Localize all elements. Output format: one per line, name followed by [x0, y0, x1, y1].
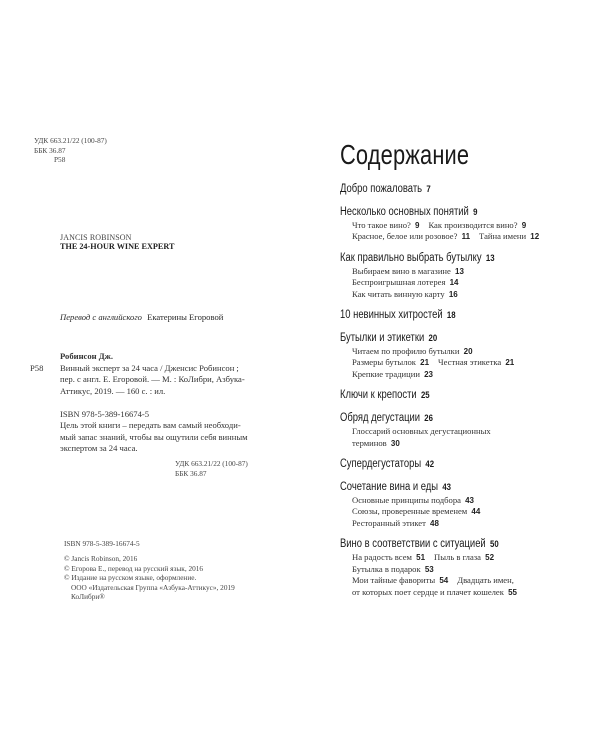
toc-page-number: 55 — [508, 587, 517, 597]
toc-page-number: 42 — [425, 459, 435, 471]
bbk-code: ББК 36.87 — [175, 468, 207, 478]
toc-page-number: 14 — [449, 278, 459, 288]
toc-line — [352, 426, 590, 437]
toc-subsection-title: Глоссарий основных дегустационных — [352, 426, 491, 437]
isbn-secondary: ISBN 978-5-389-16674-5 — [64, 539, 140, 548]
toc-section — [340, 308, 590, 323]
toc-chapter[interactable] — [340, 480, 545, 495]
copyright-line: ООО «Издательская Группа «Азбука-Аттикус», 2019 — [71, 582, 235, 592]
toc-chapter-title: Обряд дегустации — [340, 412, 421, 425]
toc-page-number: 30 — [390, 438, 400, 448]
toc-chapter-title: Ключи к крепости — [340, 389, 417, 402]
toc-section — [340, 480, 590, 529]
toc-subsection[interactable] — [352, 369, 433, 379]
toc-page-number: 50 — [489, 539, 499, 551]
toc-section — [340, 411, 590, 449]
toc-line — [352, 575, 590, 586]
toc-line — [352, 564, 590, 575]
original-edition — [60, 233, 174, 251]
toc-chapter[interactable] — [340, 308, 545, 323]
toc-line — [352, 346, 590, 357]
toc-line — [352, 552, 590, 563]
toc-page-number: 25 — [420, 390, 430, 402]
toc-chapter[interactable] — [340, 251, 545, 266]
toc-subsection[interactable] — [352, 495, 474, 505]
toc-line — [352, 220, 590, 231]
udk-block-bottom — [175, 459, 248, 478]
table-of-contents — [340, 182, 590, 606]
aim-line: экспертом за 24 часа. — [60, 443, 138, 453]
toc-line — [352, 266, 590, 277]
toc-page-number: 48 — [430, 518, 439, 528]
toc-subsection[interactable] — [352, 357, 429, 367]
catalog-line: пер. с англ. Е. Егоровой. — М. : КоЛибри, Азбука- — [60, 374, 245, 384]
toc-subsections — [340, 220, 590, 243]
toc-page-number: 9 — [473, 207, 478, 218]
toc-page-number: 26 — [424, 413, 433, 425]
toc-subsection-title: Честная этикетка — [438, 357, 502, 368]
toc-page-number: 53 — [424, 564, 434, 574]
toc-page-number: 23 — [424, 369, 433, 379]
toc-section — [340, 331, 590, 380]
toc-line — [352, 357, 590, 368]
toc-page-number: 13 — [485, 252, 495, 264]
toc-page-number: 21 — [420, 358, 430, 368]
translator-name: Екатерины Егоровой — [147, 312, 224, 322]
toc-line — [352, 277, 590, 288]
toc-subsection-title: Основные принципы подбора — [352, 495, 461, 506]
catalog-line: Винный эксперт за 24 часа / Дженсис Робинсон ; — [60, 362, 239, 373]
toc-chapter-title: Вино в соответствии с ситуацией — [340, 538, 486, 551]
toc-page-number: 20 — [463, 347, 473, 357]
toc-subsection[interactable] — [479, 231, 539, 241]
toc-line — [352, 369, 590, 380]
toc-line — [352, 231, 590, 242]
toc-subsection-title: Тайна имени — [479, 231, 527, 242]
toc-subsection[interactable] — [352, 438, 400, 448]
toc-subsection-title: Как читать винную карту — [352, 288, 445, 299]
toc-chapter[interactable] — [340, 411, 545, 426]
toc-subsection[interactable] — [352, 426, 491, 436]
toc-chapter[interactable] — [340, 182, 545, 197]
toc-section — [340, 388, 590, 403]
toc-chapter-title: 10 невинных хитростей — [340, 309, 443, 322]
toc-subsection[interactable] — [352, 289, 458, 299]
toc-chapter-title: Супердегустаторы — [340, 458, 422, 471]
toc-page-number: 52 — [485, 553, 495, 563]
translation-label: Перевод с английского — [60, 312, 142, 322]
toc-subsections — [340, 266, 590, 300]
toc-section — [340, 182, 590, 197]
author-mark: Р58 — [54, 155, 66, 165]
toc-subsection[interactable] — [352, 575, 448, 585]
bbk-code: ББК 36.87 — [34, 145, 66, 155]
toc-subsection-title: Ресторанный этикет — [352, 517, 426, 528]
toc-page-number: 7 — [426, 184, 431, 195]
toc-subsection[interactable] — [352, 266, 464, 276]
toc-subsection-title: На радость всем — [352, 552, 412, 563]
toc-line — [352, 495, 590, 506]
toc-subsection-title: Союзы, проверенные временем — [352, 506, 468, 517]
toc-page-number: 11 — [461, 232, 471, 242]
copyright-line: © Егорова Е., перевод на русский язык, 2016 — [64, 563, 204, 573]
toc-subsection-title: Красное, белое или розовое? — [352, 231, 458, 242]
isbn-primary: ISBN 978-5-389-16674-5 — [60, 409, 150, 419]
copyright-line: КоЛибри® — [71, 592, 105, 602]
toc-subsection[interactable] — [352, 346, 473, 356]
toc-subsections — [340, 346, 590, 380]
toc-subsection[interactable] — [352, 518, 439, 528]
toc-section — [340, 537, 590, 598]
copyright-line: © Jancis Robinson, 2016 — [64, 554, 138, 563]
toc-subsection[interactable] — [352, 552, 425, 562]
copyright-block — [64, 554, 235, 602]
toc-page-number: 9 — [521, 221, 527, 230]
toc-subsection-title: терминов — [352, 437, 387, 448]
toc-subsection[interactable] — [438, 357, 514, 367]
toc-subsection[interactable] — [352, 220, 419, 230]
toc-subsections — [340, 552, 590, 598]
toc-subsection-title: от которых поет сердце и плачет кошелек — [352, 586, 504, 597]
toc-page-number: 44 — [471, 507, 481, 517]
toc-chapter[interactable] — [340, 388, 545, 403]
toc-line — [352, 289, 590, 300]
toc-chapter-title: Сочетание вина и еды — [340, 481, 439, 494]
toc-chapter[interactable] — [340, 205, 545, 220]
page-title: Содержание — [340, 139, 470, 170]
toc-subsection[interactable] — [352, 231, 470, 241]
toc-subsection[interactable] — [457, 575, 514, 585]
toc-subsection-title: Читаем по профилю бутылки — [352, 346, 460, 357]
toc-page-number: 16 — [448, 289, 458, 299]
catalog-author: Робинсон Дж. — [60, 351, 114, 361]
toc-subsection-title: Мои тайные фавориты — [352, 575, 436, 586]
toc-line — [352, 518, 590, 529]
toc-subsection-title: Выбираем вино в магазине — [352, 265, 451, 276]
toc-page-number: 43 — [465, 496, 474, 506]
udk-code: УДК 663.21/22 (100-87) — [34, 136, 107, 145]
toc-subsection-title: Как производится вино? — [428, 220, 518, 230]
toc-subsection-title: Бутылка в подарок — [352, 563, 421, 574]
toc-page-number: 51 — [416, 553, 426, 563]
toc-chapter[interactable] — [340, 537, 545, 552]
toc-subsections — [340, 426, 590, 449]
catalog-line: Аттикус, 2019. — 160 с. : ил. — [60, 385, 166, 396]
toc-section — [340, 205, 590, 243]
toc-page-number: 43 — [442, 482, 451, 494]
toc-subsection[interactable] — [428, 220, 526, 230]
toc-page-number: 18 — [446, 310, 456, 322]
toc-subsection-title: Что такое вино? — [352, 220, 411, 230]
book-aim — [60, 420, 282, 455]
toc-subsection[interactable] — [434, 552, 494, 562]
toc-chapter-title: Несколько основных понятий — [340, 206, 469, 218]
toc-subsection-title: Пыль в глаза — [434, 552, 481, 563]
toc-subsection[interactable] — [352, 506, 480, 516]
toc-page-number: 54 — [439, 576, 449, 586]
toc-chapter[interactable] — [340, 457, 545, 472]
toc-line — [352, 438, 590, 449]
toc-chapter[interactable] — [340, 331, 545, 346]
toc-subsection[interactable] — [352, 564, 434, 574]
aim-line: Цель этой книги – передать вам самый необходи- — [60, 420, 241, 430]
udk-block-top — [34, 136, 107, 165]
toc-chapter-title: Как правильно выбрать бутылку — [340, 251, 482, 264]
toc-line — [352, 587, 590, 598]
toc-section — [340, 251, 590, 300]
original-title: THE 24-HOUR WINE EXPERT — [60, 242, 175, 251]
toc-page-number: 9 — [414, 221, 420, 230]
translation-credit — [60, 312, 223, 322]
toc-subsection-title: Двадцать имен, — [457, 575, 514, 586]
catalog-record — [30, 351, 300, 397]
toc-subsection[interactable] — [352, 587, 517, 597]
toc-page-number: 21 — [505, 358, 515, 368]
toc-section — [340, 457, 590, 472]
toc-page-number: 13 — [455, 266, 464, 276]
udk-code: УДК 663.21/22 (100-87) — [175, 459, 248, 468]
toc-chapter-title: Добро пожаловать — [340, 183, 423, 195]
toc-subsection[interactable] — [352, 277, 458, 287]
toc-page-number: 20 — [428, 333, 438, 345]
catalog-code: Р58 — [30, 362, 44, 373]
toc-subsection-title: Беспроигрышная лотерея — [352, 277, 446, 288]
toc-subsection-title: Крепкие традиции — [352, 368, 420, 379]
aim-line: мый запас знаний, чтобы вы ощутили себя винным — [60, 431, 248, 442]
toc-subsection-title: Размеры бутылок — [352, 357, 416, 368]
toc-page-number: 12 — [530, 232, 540, 242]
toc-line — [352, 506, 590, 517]
copyright-line: © Издание на русском языке, оформление. — [64, 573, 197, 583]
toc-subsections — [340, 495, 590, 529]
toc-chapter-title: Бутылки и этикетки — [340, 332, 425, 345]
original-author: JANCIS ROBINSON — [60, 233, 132, 242]
